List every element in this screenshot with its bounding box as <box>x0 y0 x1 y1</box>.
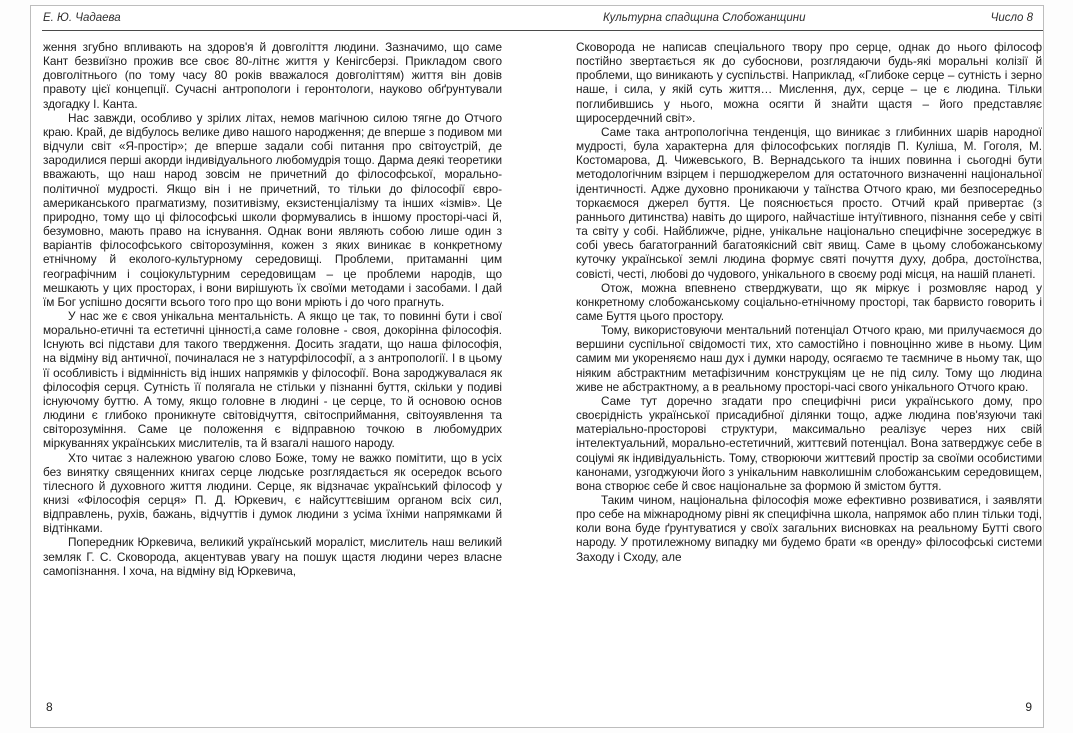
paragraph: Отож, можна впевнено стверджувати, що як міркує і розмовляє народ у конкретному слобожанському соціально-етнічному просторі, так барвисто говорить і саме Буття цього простору. <box>576 280 1042 323</box>
book-spread <box>30 5 1044 728</box>
header-title: Культурна спадщина Слобожанщини <box>603 12 806 24</box>
paragraph: Попередник Юркевича, великий український мораліст, мислитель наш великий земляк Г. С. Сковорода, акцентував увагу на пошук щастя людини через власне самопізнання. І хоча, на відміну від Юркевича, <box>43 535 502 578</box>
page-left-text <box>43 40 502 702</box>
paragraph: Хто читає з належною увагою слово Боже, тому не важко помітити, що в усіх без винятку священних книгах серце людське розглядається як осередок всього тілесного й духовного життя людини. Серце, як відзначає український філософ у книзі «Філософія серця» П. Д. Юркевич, є найсуттєвішим органом всіх сил, відправлень, рухів, бажань, відчуттів і думок людини з усіма їхніми напрямками й відтінками. <box>43 450 502 536</box>
paragraph: Нас завжди, особливо у зрілих літах, немов магічною силою тягне до Отчого краю. Край, де відбулось велике диво нашого народження; де вперше з подивом ми відчули світ «Я-простір»; де вперше задали собі питання про світоустрій, де зародилися перші акорди індивідуального любомудрія тощо. Дарма деякі теоретики вважають, що наш народ зовсім не причетний до філософської, морально-політичної мудрості. Якщо він і не причетний, то тільки до філософії євро-американського прагматизму, позитивізму, екзистенціалізму та інших «ізмів». Це природно, тому що ці філософські школи формувались в іншому просторі-часі й, безумовно, мають право на існування. Однак вони являють собою лише один з варіантів філософського світорозуміння, кожен з яких виникає в конкретному етнічному й еколого-культурному середовищі. Проблеми, притаманні цим географічним і соціокультурним середовищам – це проблеми народів, що мешкають у цих просторах, і вони вирішують їх своїми методами і засобами. І дай їм Бог успішно досягти всього того про що вони мріють і до чого прагнуть. <box>43 110 502 309</box>
header-author: Е. Ю. Чадаева <box>43 12 121 24</box>
paragraph: У нас же є своя унікальна ментальність. А якщо це так, то повинні бути і свої морально-етичні та естетичні цінності,а саме головне - своя, докорінна філософія. Існують всі підстави для такого твердження. Досить згадати, що наша філософія, на відміну від античної, починалася не з натурфілософії, а з антропології. І в цьому її особливість і відмінність від інших напрямків у філософії. Вона зароджувалася як філософія серця. Сутність її полягала не стільки у пізнанні буття, скільки у подиві існуючому буттю. А тому, якщо головне в людині - це серце, то й основою основ людини є глибоко проникнуте світовідчуття, світосприймання, світоуявлення та світорозуміння. Саме це положення є відправною точкою в любомудрих міркуваннях українських мислителів, та й взагалі нашого народу. <box>43 308 502 451</box>
page-number-left: 8 <box>46 700 53 714</box>
page-right-text <box>576 40 1042 702</box>
header-issue: Число 8 <box>990 12 1033 24</box>
paragraph: Тому, використовуючи ментальний потенціал Отчого краю, ми прилучаємося до вершини суспільної свідомості тих, хто самостійно і повноцінно живе в ньому. Цим самим ми укореняємо наш дух і думки народу, осягаємо те таємниче в ньому так, що ніяким абстрактним метафізичним конструкціям це не під силу. Тому що людина живе не абстрактному, а в реальному просторі-часі свого унікального Отчого краю. <box>576 323 1042 394</box>
paragraph: Сковорода не написав спеціального твору про серце, однак до нього філософ постійно звертається як до субоснови, розглядаючи будь-які моральні колізії й проблеми, що виникають у суспільстві. Наприклад, «Глибоке серце – сутність і зерно наше, і сила, у якій суть життя… Мислення, дух, серце – це є людина. Тільки поглибившись у нього, можна осягти й знайти щастя – його представляє щиросердечний світ». <box>576 40 1042 125</box>
paragraph: Таким чином, національна філософія може ефективно розвиватися, і заявляти про себе на міжнародному рівні як специфічна школа, напрямок або плин тільки тоді, коли вона буде ґрунтуватися у своїх загальних висновках на реальному Бутті свого народу. У протилежному випадку ми будемо брати «в оренду» філософські системи Заходу і Сходу, але <box>576 493 1042 564</box>
header-rule <box>42 30 1043 31</box>
page-number-right: 9 <box>1025 700 1032 714</box>
paragraph: ження згубно впливають на здоров'я й довголіття людини. Зазначимо, що саме Кант безвиїзно прожив все своє 80-літнє життя у Кенігсберзі. Прикладом свого довголітнього (по тому часу 80 років вважалося довголіттям) життя він довів правоту цієї концепції. Сучасні антропологи і геронтологи, науково обґрунтували здогадку І. Канта. <box>43 40 502 111</box>
paragraph: Саме така антропологічна тенденція, що виникає з глибинних шарів народної мудрості, була характерна для філософських поглядів П. Куліша, М. Гоголя, М. Костомарова, Д. Чижевського, В. Вернадського та інших повинна і сьогодні бути методологічним взірцем і першоджерелом для остаточного визначенні національної ідентичності. Адже духовно проникаючи у таїнства Отчого краю, ми безпосередньо торкаємося джерел буття. Це пояснюється просто. Отчий край привертає (з раннього дитинства) навіть до щирого, найчастіше інтуїтивного, пізнання себе у світі та світу у собі. Найближче, рідне, унікальне національно специфічне зосереджує в собі увесь багатогранний багатоякісний світ явищ. Саме в цьому слобожанському куточку української землі людина формує святі почуття духу, добра, достоїнства, совісті, честі, любові до чудового, унікального в своєму роді місця, на нашій планеті. <box>576 124 1042 281</box>
paragraph: Саме тут доречно згадати про специфічні риси українського дому, про своєрідність української присадибної ділянки тощо, адже людина пов'язуючи такі матеріально-просторові структури, максимально реалізує через них свій інтелектуальний, морально-естетичний, життєвий потенціал. Вона затверджує себе в соціумі як індивідуальність. Тому, створюючи життєвий простір за своїми особистими канонами, узгоджуючи його з унікальним навколишнім слобожанським середовищем, вона створює себе й своє національне за формою й змістом буття. <box>576 393 1042 493</box>
